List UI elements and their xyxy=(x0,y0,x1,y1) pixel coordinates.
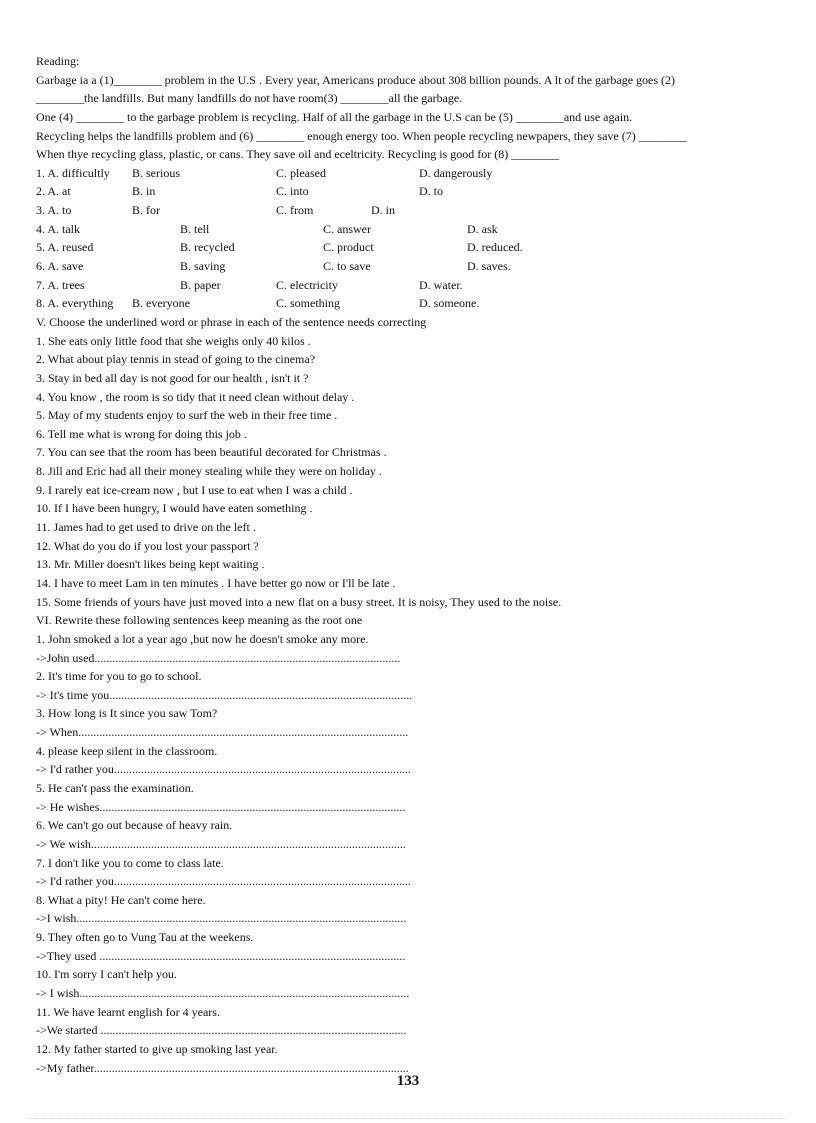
option-c: C. from xyxy=(276,203,314,218)
correction-item-6: 6. Tell me what is wrong for doing this job . xyxy=(36,426,247,441)
rewrite-question-12: 12. My father started to give up smoking last year. xyxy=(36,1041,278,1056)
correction-item-4: 4. You know , the room is so tidy that it need clean without delay . xyxy=(36,389,355,404)
option-d: D. ask xyxy=(467,221,498,236)
passage-line-3: One (4) ________ to the garbage problem is recycling. Half of all the garbage in the U.S can be (5) ________and use again. xyxy=(36,109,633,124)
rewrite-answer-line-7: -> I'd rather you................................................................................................... xyxy=(36,874,411,889)
correction-item-9: 9. I rarely eat ice-cream now , but I use to eat when I was a child . xyxy=(36,482,353,497)
section-5-heading: V. Choose the underlined word or phrase in each of the sentence needs correcting xyxy=(36,314,427,329)
rewrite-question-4: 4. please keep silent in the classroom. xyxy=(36,743,218,758)
passage-line-4: Recycling helps the landfills problem and (6) ________ enough energy too. When people recycling newpapers, they save (7) ________ xyxy=(36,128,687,143)
option-a: 1. A. difficultly xyxy=(36,165,110,180)
rewrite-answer-line-1: ->John used...................................................................................................... xyxy=(36,650,401,665)
footer-divider xyxy=(28,1118,788,1119)
option-b: B. serious xyxy=(132,165,180,180)
question-5 xyxy=(36,238,796,257)
correction-item-3: 3. Stay in bed all day is not good for our health , isn't it ? xyxy=(36,370,309,385)
rewrite-question-11: 11. We have learnt english for 4 years. xyxy=(36,1004,220,1019)
correction-item-1: 1. She eats only little food that she weighs only 40 kilos . xyxy=(36,333,311,348)
section-6-heading: VI. Rewrite these following sentences keep meaning as the root one xyxy=(36,613,363,628)
question-7 xyxy=(36,276,796,295)
rewrite-question-1: 1. John smoked a lot a year ago ,but now he doesn't smoke any more. xyxy=(36,631,369,646)
option-b: B. saving xyxy=(180,259,226,274)
rewrite-answer-line-2: -> It's time you..................................................................................................... xyxy=(36,687,413,702)
question-3 xyxy=(36,201,796,220)
option-a: 3. A. to xyxy=(36,203,72,218)
correction-item-13: 13. Mr. Miller doesn't likes being kept waiting . xyxy=(36,557,265,572)
option-b: B. tell xyxy=(180,221,210,236)
option-c: C. electricity xyxy=(276,277,338,292)
rewrite-answer-line-11: ->We started ...................................................................................................... xyxy=(36,1023,407,1038)
option-c: C. product xyxy=(323,240,374,255)
worksheet-page xyxy=(36,52,796,1077)
rewrite-answer-line-4: -> I'd rather you................................................................................................... xyxy=(36,762,411,777)
option-b: B. for xyxy=(132,203,160,218)
option-c: C. something xyxy=(276,296,341,311)
option-a: 6. A. save xyxy=(36,259,84,274)
rewrite-answer-line-9: ->They used ...................................................................................................... xyxy=(36,948,406,963)
rewrite-answer-line-6: -> We wish......................................................................................................... xyxy=(36,836,406,851)
passage-line-1: Garbage ia a (1)________ problem in the U.S . Every year, Americans produce about 308 billion pounds. A lt of the garbage goes (2) xyxy=(36,72,676,87)
option-a: 7. A. trees xyxy=(36,277,85,292)
correction-item-2: 2. What about play tennis in stead of going to the cinema? xyxy=(36,352,316,367)
correction-item-7: 7. You can see that the room has been beautiful decorated for Christmas . xyxy=(36,445,387,460)
correction-item-5: 5. May of my students enjoy to surf the web in their free time . xyxy=(36,408,338,423)
option-b: B. paper xyxy=(180,277,221,292)
question-2 xyxy=(36,182,796,201)
passage-line-5: When thye recycling glass, plastic, or cans. They save oil and eceltricity. Recycling is good for (8) ________ xyxy=(36,147,560,162)
rewrite-answer-line-10: -> I wish.............................................................................................................. xyxy=(36,986,410,1001)
correction-item-14: 14. I have to meet Lam in ten minutes . I have better go now or I'll be late . xyxy=(36,575,396,590)
correction-item-11: 11. James had to get used to drive on the left . xyxy=(36,520,256,535)
rewrite-question-6: 6. We can't go out because of heavy rain. xyxy=(36,818,233,833)
option-d: D. someone. xyxy=(419,296,480,311)
rewrite-question-10: 10. I'm sorry I can't help you. xyxy=(36,967,177,982)
option-d: D. saves. xyxy=(467,259,511,274)
option-a: 4. A. talk xyxy=(36,221,80,236)
question-6 xyxy=(36,257,796,276)
option-b: B. in xyxy=(132,184,156,199)
option-c: C. to save xyxy=(323,259,371,274)
option-a: 8. A. everything xyxy=(36,296,114,311)
correction-item-8: 8. Jill and Eric had all their money stealing while they were on holiday . xyxy=(36,464,382,479)
correction-item-12: 12. What do you do if you lost your passport ? xyxy=(36,538,259,553)
option-d: D. in xyxy=(371,203,395,218)
rewrite-answer-line-8: ->I wish.............................................................................................................. xyxy=(36,911,407,926)
option-b: B. recycled xyxy=(180,240,235,255)
reading-heading: Reading: xyxy=(36,54,80,68)
option-c: C. answer xyxy=(323,221,371,236)
question-8 xyxy=(36,294,796,313)
option-c: C. into xyxy=(276,184,309,199)
rewrite-question-3: 3. How long is It since you saw Tom? xyxy=(36,706,218,721)
passage-line-2: ________the landfills. But many landfills do not have room(3) ________all the garbage. xyxy=(36,91,463,106)
option-d: D. reduced. xyxy=(467,240,523,255)
rewrite-question-5: 5. He can't pass the examination. xyxy=(36,780,194,795)
option-c: C. pleased xyxy=(276,165,326,180)
option-a: 5. A. reused xyxy=(36,240,94,255)
page-number: 133 xyxy=(396,1073,420,1089)
rewrite-answer-line-12: ->My father......................................................................................................... xyxy=(36,1060,409,1075)
option-d: D. water. xyxy=(419,277,463,292)
question-4 xyxy=(36,220,796,239)
rewrite-question-7: 7. I don't like you to come to class late. xyxy=(36,855,224,870)
option-a: 2. A. at xyxy=(36,184,71,199)
option-b: B. everyone xyxy=(132,296,190,311)
rewrite-question-9: 9. They often go to Vung Tau at the weekens. xyxy=(36,930,254,945)
option-d: D. to xyxy=(419,184,443,199)
rewrite-answer-line-3: -> When.............................................................................................................. xyxy=(36,725,409,740)
rewrite-question-8: 8. What a pity! He can't come here. xyxy=(36,892,206,907)
correction-item-10: 10. If I have been hungry, I would have eaten something . xyxy=(36,501,313,516)
correction-item-15: 15. Some friends of yours have just moved into a new flat on a busy street. It is noisy, They used to the noise. xyxy=(36,594,562,609)
rewrite-answer-line-5: -> He wishes...................................................................................................... xyxy=(36,799,406,814)
rewrite-question-2: 2. It's time for you to go to school. xyxy=(36,669,202,684)
question-1 xyxy=(36,164,796,183)
option-d: D. dangerously xyxy=(419,165,493,180)
